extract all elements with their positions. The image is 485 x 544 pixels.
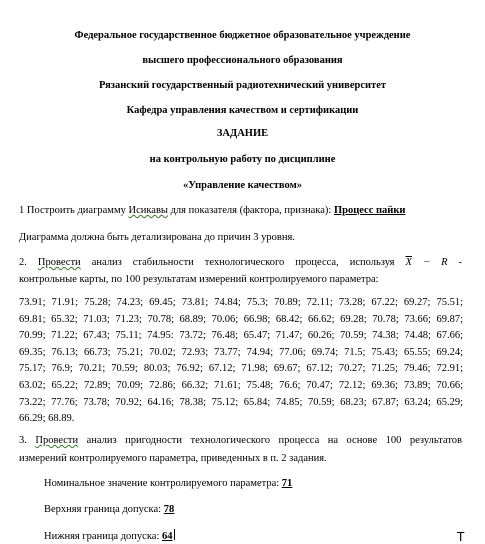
measurements-row: 66.29; 68.89.	[19, 413, 75, 425]
task-1-prefix: 1 Построить диаграмму	[19, 205, 129, 216]
upper-number: 78	[163, 504, 175, 515]
task-2-word: Провести	[37, 257, 81, 268]
task-3-line-2: измерений контролируемого параметра, приведенных в п. 2 задания.	[19, 453, 327, 464]
document-subtitle: на контрольную работу по дисциплине	[149, 154, 336, 165]
lower-tolerance[interactable]	[44, 529, 175, 543]
measurements-row: 63.02; 65.22; 72.89; 70.09; 72.86; 66.32; 71.61; 75.48; 76.6; 70.47; 72.12; 69.36; 73.89; 70.66;	[19, 379, 463, 391]
task-3-line-1	[19, 434, 462, 447]
task-2-number: 2.	[19, 257, 38, 268]
discipline-name: «Управление качеством»	[182, 180, 302, 191]
task-3-number: 3.	[19, 435, 36, 446]
task-1	[19, 204, 457, 217]
task-2-text: анализ стабильности технологического процесса, используя	[80, 257, 406, 268]
measurements-row: 75.17; 76.9; 70.21; 70.59; 80.03; 76.92; 67.12; 71.98; 69.67; 67.12; 70.27; 71.25; 79.46; 72.91;	[19, 363, 463, 375]
task-3-text: анализ пригодности технологического процесса на основе 100 результатов	[78, 435, 463, 446]
task-1-note: Диаграмма должна быть детализирована до причин 3 уровня.	[19, 232, 295, 243]
task-1-middle: для показателя (фактора, признака):	[167, 205, 334, 216]
upper-tolerance	[44, 503, 174, 516]
task-1-term: Исикавы	[128, 205, 168, 216]
text-cursor-icon: T	[457, 530, 465, 544]
header-education-level: высшего профессионального образования	[142, 55, 343, 66]
task-2-dash: -	[447, 257, 463, 268]
formula-x-bar: $\overline{X}$	[405, 257, 412, 268]
measurements-row: 69.81; 65.32; 71.03; 71.23; 70.78; 68.89; 70.06; 66.98; 68.42; 66.62; 69.28; 70.78; 73.66; 69.87;	[19, 313, 463, 325]
measurements-block	[19, 295, 463, 428]
header-department: Кафедра управления качеством и сертификации	[126, 105, 359, 116]
header-university: Рязанский государственный радиотехнический университет	[98, 80, 387, 91]
measurements-row: 69.35; 76.13; 66.73; 75.21; 70.02; 72.93; 73.77; 74.94; 77.06; 69.74; 71.5; 75.43; 65.55; 69.24;	[19, 346, 463, 358]
nominal-value	[44, 477, 292, 490]
task-1-value: Процесс пайки	[333, 205, 406, 216]
nominal-number: 71	[281, 478, 293, 489]
task-2-line-2: контрольные карты, по 100 результатам измерений контролируемого параметра:	[19, 274, 379, 285]
measurements-row: 73.22; 77.76; 73.78; 70.92; 64.16; 78.38; 75.12; 65.84; 74.85; 70.59; 68.23; 67.87; 63.24; 65.29;	[19, 396, 463, 408]
document-title: ЗАДАНИЕ	[216, 128, 269, 139]
task-3-word: Провести	[35, 435, 79, 446]
lower-number: 64	[162, 531, 173, 542]
measurements-row: 70.99; 71.22; 67.43; 75.11; 74.95: 73.72; 76.48; 65.47; 71.47; 60.26; 70.59; 74.38; 74.48; 67.66;	[19, 330, 463, 342]
nominal-label: Номинальное значение контролируемого параметра:	[44, 478, 282, 489]
upper-label: Верхняя граница допуска:	[44, 504, 164, 515]
measurements-row: 73.91; 71.91; 75.28; 74.23; 69.45; 73.81; 74.84; 75.3; 70.89; 72.11; 73.28; 67.22; 69.27; 75.51;	[19, 297, 463, 308]
text-caret	[174, 529, 175, 540]
header-institution-type: Федеральное государственное бюджетное образовательное учреждение	[74, 30, 411, 41]
task-2-line-1	[19, 256, 462, 269]
lower-label: Нижняя граница допуска:	[44, 531, 162, 542]
formula-r: − R	[411, 257, 448, 268]
control-chart-formula	[406, 257, 448, 268]
